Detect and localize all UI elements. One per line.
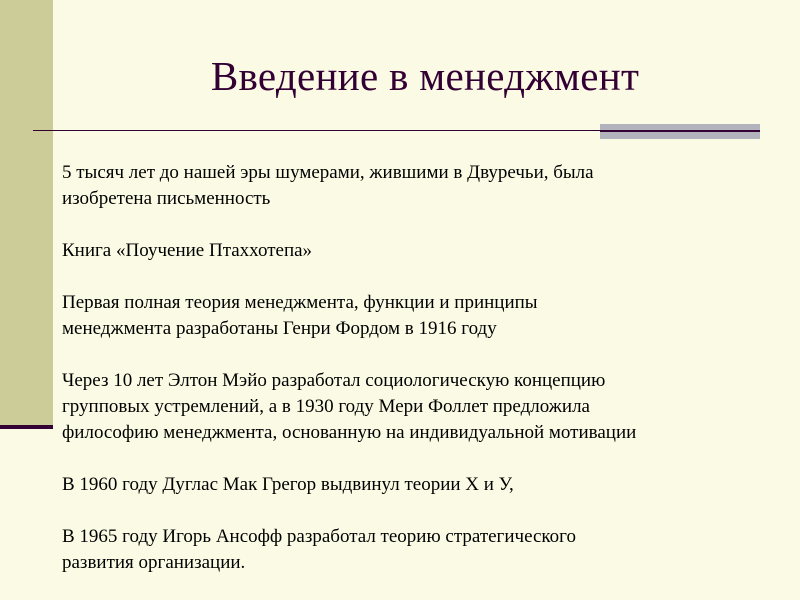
side-decor-bar	[0, 0, 53, 427]
body-paragraph: 5 тысяч лет до нашей эры шумерами, жившими в Двуречьи, была изобретена письменность	[62, 162, 594, 209]
body-paragraph: В 1960 году Дуглас Мак Грегор выдвинул теории X и У,	[62, 474, 514, 495]
body-paragraph: Первая полная теория менеджмента, функции и принципы менеджмента разработаны Генри Фордом в 1916 году	[62, 292, 538, 339]
body-paragraph: Через 10 лет Элтон Мэйо разработал социологическую концепцию групповых устремлений, а в 1930 году Мери Фоллет предложила философию менеджмента, основанную на индивидуальной мотивации	[62, 370, 637, 443]
body-paragraph: Книга «Поучение Птаххотепа»	[62, 240, 313, 261]
side-decor-rule	[0, 425, 53, 429]
slide-title: Введение в менеджмент	[210, 53, 640, 99]
body-paragraph: В 1965 году Игорь Ансофф разработал теорию стратегического развития организации.	[62, 526, 576, 573]
title-rule-accent-line	[600, 130, 760, 132]
slide-body	[62, 160, 792, 576]
